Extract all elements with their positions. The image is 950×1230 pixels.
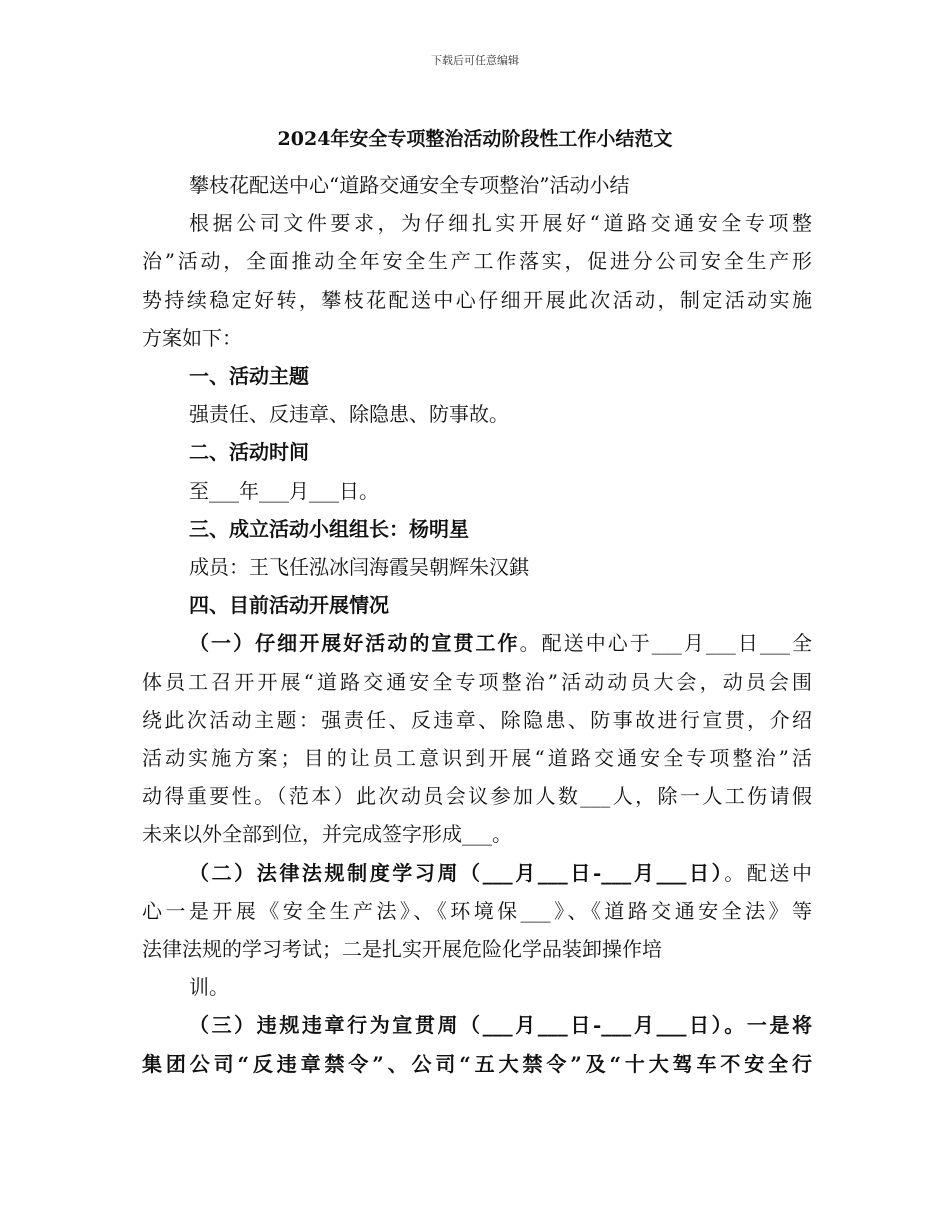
section-heading-theme: 一、活动主题 bbox=[189, 364, 309, 389]
intro-line: 势持续稳定好转，攀枝花配送中心仔细开展此次活动，制定活动实施 bbox=[142, 287, 812, 312]
section-heading-team: 三、成立活动小组组长：杨明星 bbox=[189, 516, 469, 541]
subsection-heading: （一）仔细开展好活动的宣贯工作 bbox=[189, 631, 520, 656]
paragraph-line: 体员工召开开展“道路交通安全专项整治”活动动员大会，动员会围 bbox=[142, 669, 812, 694]
paragraph-line: 法律法规的学习考试；二是扎实开展危险化学品装卸操作培 bbox=[142, 937, 662, 962]
document-subtitle: 攀枝花配送中心“道路交通安全专项整治”活动小结 bbox=[189, 173, 630, 197]
page-header-note: 下载后可任意编辑 bbox=[431, 54, 519, 67]
section-text-members: 成员：王飞任泓冰闫海霞吴朝辉朱汉錤 bbox=[189, 555, 529, 580]
document-body bbox=[142, 166, 812, 1083]
section-text-theme: 强责任、反违章、除隐患、防事故。 bbox=[189, 402, 509, 427]
section-heading-time: 二、活动时间 bbox=[189, 440, 309, 465]
paragraph-line: 训。 bbox=[189, 975, 229, 1000]
paragraph-line: 动得重要性。（范本）此次动员会议参加人数___人，除一人工伤请假 bbox=[142, 784, 812, 809]
intro-line: 根据公司文件要求，为仔细扎实开展好“道路交通安全专项整 bbox=[189, 211, 812, 236]
section-text-time: 至___年___月___日。 bbox=[189, 478, 379, 503]
paragraph-line bbox=[142, 854, 812, 892]
intro-line: 方案如下： bbox=[142, 325, 242, 350]
paragraph-line: 活动实施方案；目的让员工意识到开展“道路交通安全专项整治”活 bbox=[142, 746, 812, 771]
paragraph-line: 心一是开展《安全生产法》、《环境保___》、《道路交通安全法》等 bbox=[142, 898, 812, 923]
paragraph-text: 。配送中心于___月___日___全 bbox=[519, 631, 813, 656]
paragraph-line: 集团公司“反违章禁令”、公司“五大禁令”及“十大驾车不安全行 bbox=[142, 1051, 812, 1076]
subsection-heading: （二）法律法规制度学习周（___月___日-___月___日） bbox=[189, 860, 725, 885]
paragraph-line: 未来以外全部到位，并完成签字形成___。 bbox=[142, 822, 512, 847]
paragraph-line bbox=[142, 624, 812, 662]
section-heading-progress: 四、目前活动开展情况 bbox=[189, 593, 389, 618]
paragraph-line: 绕此次活动主题：强责任、反违章、除隐患、防事故进行宣贯，介绍 bbox=[142, 707, 812, 732]
intro-line: 治”活动，全面推动全年安全生产工作落实，促进分公司安全生产形 bbox=[142, 249, 812, 274]
document-title: 2024年安全专项整治活动阶段性工作小结范文 bbox=[277, 128, 673, 150]
subsection-heading: （三）违规违章行为宣贯周（___月___日-___月___日）。一是将 bbox=[189, 1013, 812, 1038]
paragraph-text: 。配送中 bbox=[724, 860, 812, 885]
